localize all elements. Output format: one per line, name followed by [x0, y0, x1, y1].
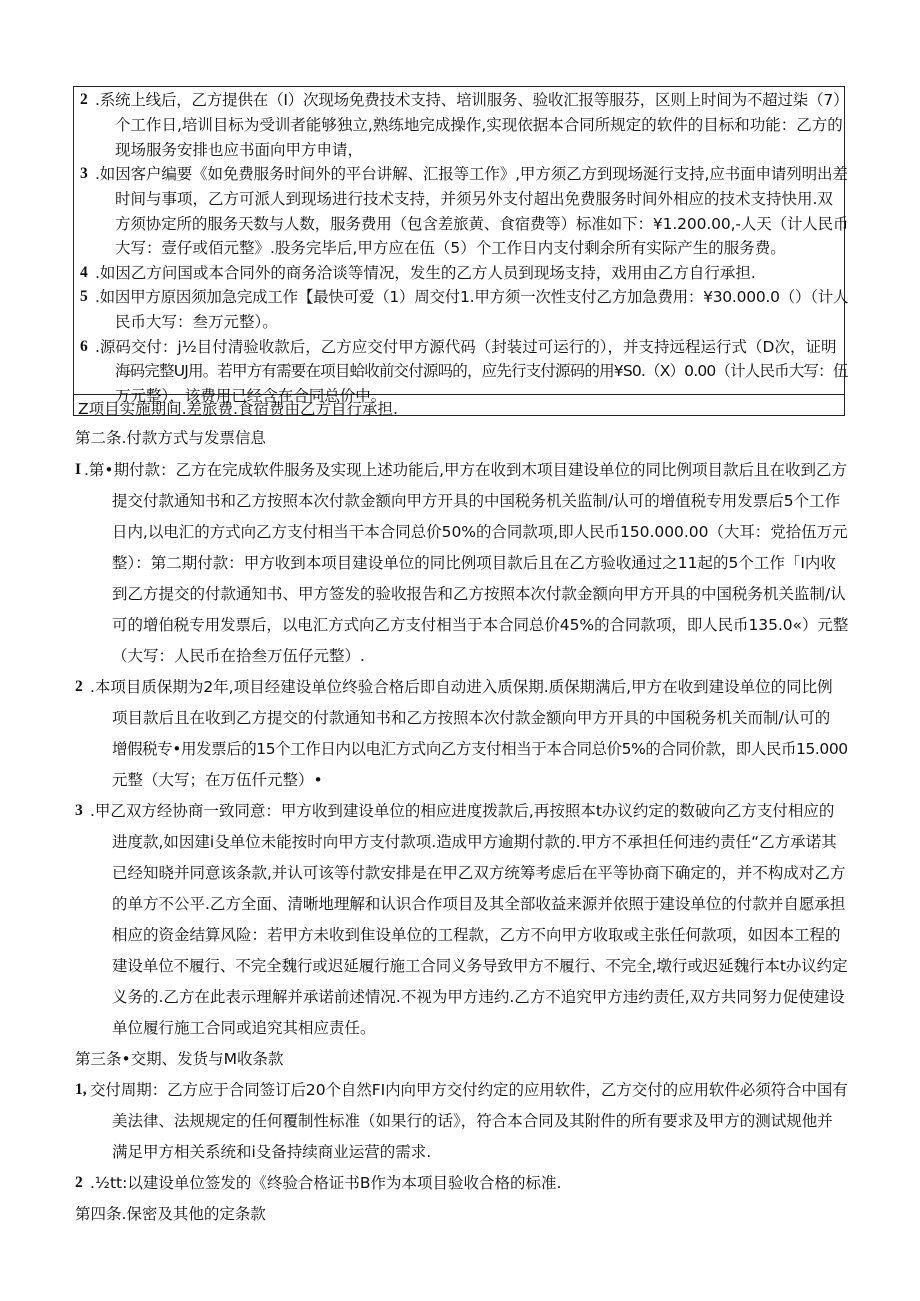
section-2-item-3-line-3: 已经知晓并同意该条款,并认可该等付款安排是在甲乙双方统筹考虑后在平等协商下确定的，并不构成对乙方 — [112, 864, 846, 882]
section-2-item-3-line-8: 单位履行施工合同或追究其相应责任。 — [112, 1019, 376, 1037]
section-2-item-3-line-1: .甲乙双方经协商一致同意：甲方收到建设单位的相应进度拨款后,再按照本t办议约定的数破向乙方支付相应的 — [90, 802, 835, 820]
item-number: 2 — [75, 1174, 83, 1191]
section-2-item-1-line-2: 提交付款通知书和乙方按照本次付款金额向甲方开具的中国税务机关监制/认可的增值税专用发票后5个工作 — [112, 492, 841, 510]
item-number: 1, — [75, 1081, 87, 1098]
section-2-item-1-line-6: 可的增伯税专用发票后，以电汇方式向乙方支付相当于本合同总价45%的合同款项，即人民币135.0«）元整 — [112, 616, 849, 634]
item-number: 3 — [75, 802, 83, 819]
section-2-item-2-line-3: 增假税专•用发票后的15个工作日内以电汇方式向乙方支付相当于本合同总价5%的合同价款，即人民币15.000 — [112, 740, 848, 758]
item-number: 2 — [75, 678, 83, 695]
section-2-item-1-line-5: 到乙方提交的付款通知书、甲方签发的验收报告和乙方按照本次付款金额向甲方开具的中国税务机关监制/认 — [112, 585, 846, 603]
section-2-item-1-line-1: .第•期付款：乙方在完成软件服务及实现上述功能后,甲方在收到木项目建设单位的同比例项目款后且在收到乙方 — [84, 461, 848, 479]
table-item-3-line-4: 大写：壹仔或佰元整》.股务完毕后,甲方应在伍（5）个工作日内支付剩余所有实际产生的服务费。 — [115, 239, 786, 257]
section-2-item-2-line-2: 项目款后且在收到乙方提交的付款通知书和乙方按照本次付款金额向甲方开具的中国税务机关而制/认可的 — [112, 709, 831, 727]
section-4-heading: 第四条.保密及其他的定条款 — [75, 1205, 266, 1223]
section-2-heading: 第二条.付款方式与发票信息 — [75, 429, 266, 447]
table-item-6-line-3: 万元整），该费用已经含在合同总价中。 — [115, 387, 387, 405]
item-number: 5 — [80, 288, 88, 305]
item-number: 6 — [80, 338, 88, 355]
section-3-item-1-line-3: 满足甲方相关系统和i殳备持续商业运营的需求. — [112, 1143, 432, 1161]
item-number: I — [75, 461, 82, 478]
table-item-3-line-3: 方须协定所的服务天数与人数，服务费用（包含差旅黄、食宿费等）标准如下：¥1.200.00,-人天（计人民币 — [115, 215, 849, 233]
section-3-item-2-line-1: .½tt:以建设单位签发的《终验合格证书B作为本项目验收合格的标准. — [90, 1174, 562, 1192]
item-number: 3 — [80, 165, 88, 182]
section-2-item-2-line-4: 元整（大写；在万伍仟元整）• — [112, 771, 323, 789]
section-3-item-1-line-1: 交付周期：乙方应于合同签订后20个自然FI内向甲方交付约定的应用软件，乙方交付的应用软件必须符合中国有 — [90, 1081, 848, 1099]
table-item-4-line-1: .如因乙方问国或本合同外的商务洽谈等情况，发生的乙方人员到现场支持，戏用由乙方自行承担. — [95, 264, 756, 282]
table-item-3-line-1: .如因客户编要《如免费服务时间外的平台讲解、汇报等工作》,甲方须乙方到现场涎行支持,应书面申请列明出差 — [95, 165, 848, 183]
table-item-2-line-3: 现场服务安排也应书面向甲方申请， — [115, 141, 364, 159]
table-item-2-line-1: .系统上线后，乙方提供在（I）次现场免费技术支持、培训服务、验收汇报等服芬，区则上时间为不超过柒（7） — [95, 91, 849, 109]
section-2-item-3-line-6: 建设单位不履行、不完全魏行或迟延履行施工合同义务导致甲方不履行、不完全,墩行或迟延魏行本t办议约定 — [112, 957, 848, 975]
section-2-item-2-line-1: .本项目质保期为2年,项目经建设单位终验合格后即自动进入质保期.质保期满后,甲方在收到建设单位的同比例 — [90, 678, 833, 696]
table-item-5-line-1: .如因甲方原因须加急完成工作【最快可爱（1）周交付1.甲方须一次性支付乙方加急费用：¥30.000.0（）（计人 — [95, 288, 849, 306]
table-item-2-line-2: 个工作日,培训目标为受训者能够独立,熟练地完成操作,实现依据本合同所规定的软件的目标和功能：乙方的 — [115, 116, 843, 134]
table-item-6-line-2: 海码完整UJ用。若甲方有需要在项目蛤收前交付源吗的，应先行支付源码的用¥S0.（X）0.00（计人民币大写：伍 — [115, 362, 848, 380]
item-number: 2 — [80, 91, 88, 108]
table-item-7-line-1: Z项目实施期间.差旅费.食宿费由乙方自行承担. — [78, 400, 398, 418]
section-3-item-1-line-2: 美法律、法规规定的任何覆制性标准（如果行的话》，符合本合同及其附件的所有要求及甲方的测试规他并 — [112, 1112, 833, 1130]
section-2-item-3-line-2: 进度款,如因建i殳单位未能按时向甲方支付款项.造成甲方逾期付款的.甲方不承担任何违约责任“乙方承诺其 — [112, 833, 837, 851]
section-3-heading: 第三条•交期、发货与M收条款 — [75, 1050, 284, 1068]
table-item-5-line-2: 民币大写：叁万元整）。 — [115, 313, 278, 331]
section-2-item-3-line-4: 的单方不公平.乙方全面、清晰地理解和认识合作项目及其全部收益来源并依照于建设单位的付款并自愿承担 — [112, 895, 846, 913]
section-2-item-1-line-4: 整）：第二期付款：甲方收到本项目建设单位的同比例项目款后且在乙方验收通过之11起的5个工作「I内收 — [112, 554, 836, 572]
section-2-item-3-line-5: 相应的资金结算风险：若甲方未收到隹设单位的工程款，乙方不向甲方收取或主张任何款项，如因本工程的 — [112, 926, 841, 944]
section-2-item-3-line-7: 义务的.乙方在此表示理解并承诺前述情况.不视为甲方违约.乙方不追究甲方违约责任,双方共同努力促使建设 — [112, 988, 845, 1006]
section-2-item-1-line-3: 日内,以电汇的方式向乙方支付相当干本合同总价50%的合同款项,即人民币150.000.00（大耳：党拾伍万元 — [112, 523, 848, 541]
item-number: 4 — [80, 264, 88, 281]
table-item-3-line-2: 时间与事项，乙方可派人到现场进行技术支持，并须另外支付超出免费服务时间外相应的技术支持快用.双 — [115, 190, 833, 208]
section-2-item-1-line-7: （大写：人民币在拾叁万伍仔元整）. — [112, 647, 365, 665]
table-item-6-line-1: .源码交付：j½目付清验收款后，乙方应交付甲方源代码（封装过可运行的），并支持远程运行式（D次，证明 — [95, 338, 837, 356]
